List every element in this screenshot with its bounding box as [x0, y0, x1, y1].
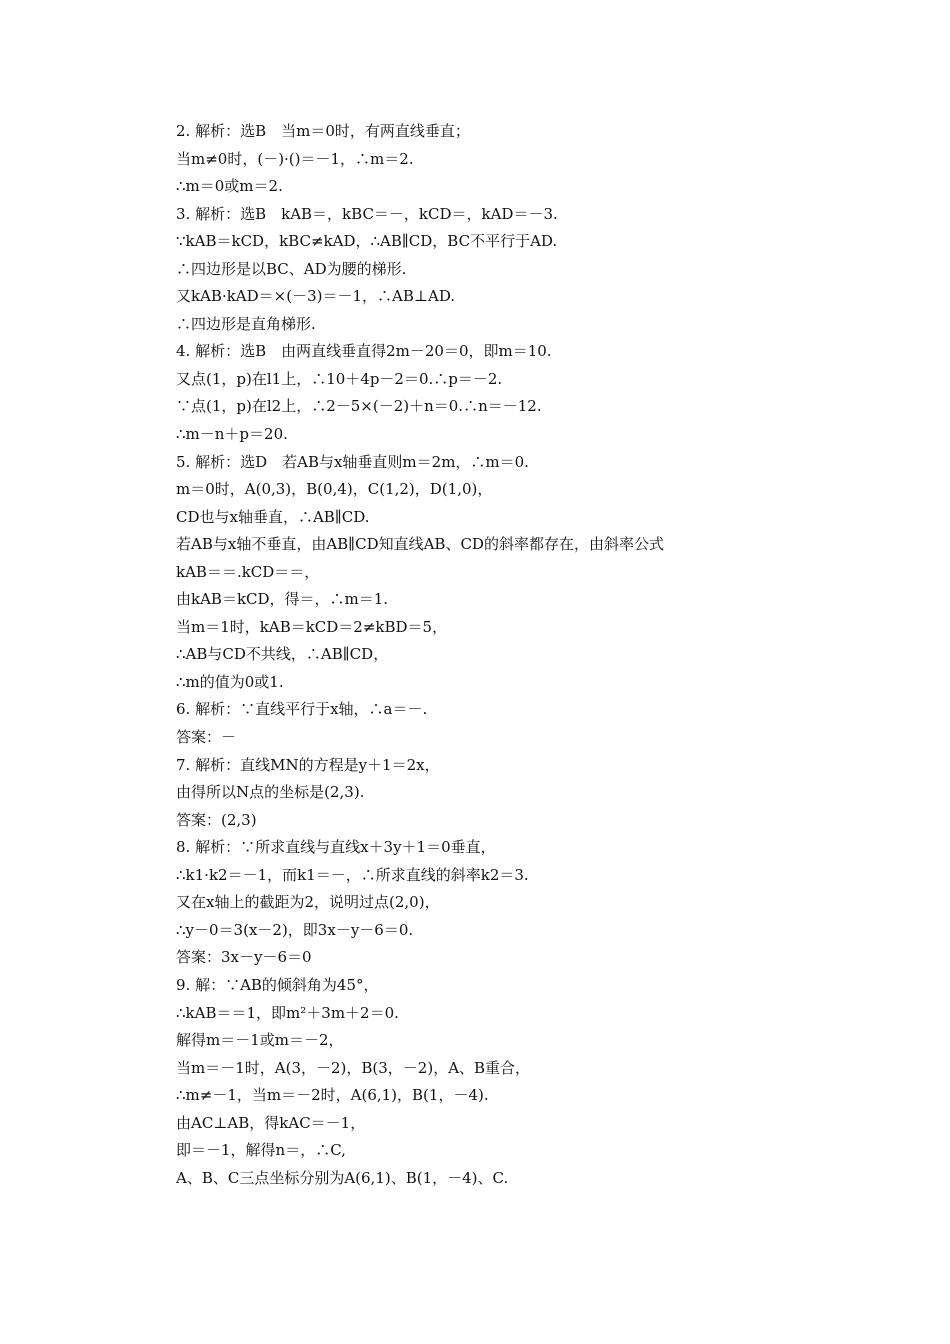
text-line: ∴y－0＝3(x－2)，即3x－y－6＝0.: [176, 920, 414, 939]
text-line: 又在x轴上的截距为2，说明过点(2,0)，: [176, 893, 440, 912]
text-line: 8. 解析：∵所求直线与直线x＋3y＋1＝0垂直，: [176, 838, 496, 857]
text-line: ∴kAB＝＝1，即m²＋3m＋2＝0.: [176, 1003, 399, 1022]
text-line: CD也与x轴垂直，∴AB∥CD.: [176, 507, 370, 526]
text-line: A、B、C三点坐标分别为A(6,1)、B(1，－4)、C.: [176, 1168, 509, 1187]
text-line: kAB＝＝.kCD＝＝，: [176, 562, 320, 581]
text-line: ∴m的值为0或1.: [176, 672, 284, 691]
text-line: 4. 解析：选B 由两直线垂直得2m－20＝0，即m＝10.: [176, 342, 552, 361]
text-line: 7. 解析：直线MN的方程是y＋1＝2x，: [176, 755, 440, 774]
text-line: 由得所以N点的坐标是(2,3).: [176, 783, 365, 802]
text-line: 6. 解析：∵直线平行于x轴，∴a＝－.: [176, 700, 428, 719]
text-line: ∵点(1，p)在l2上，∴2－5×(－2)＋n＝0.∴n＝－12.: [176, 397, 542, 416]
solution-text: [176, 118, 876, 1192]
text-line: 又点(1，p)在l1上，∴10＋4p－2＝0.∴p＝－2.: [176, 369, 503, 388]
text-line: ∴k1·k2＝－1，而k1＝－，∴所求直线的斜率k2＝3.: [176, 865, 529, 884]
text-line: 当m＝1时，kAB＝kCD＝2≠kBD＝5，: [176, 617, 448, 636]
text-line: 答案：3x－y－6＝0: [176, 948, 312, 967]
text-line: 若AB与x轴不垂直，由AB∥CD知直线AB、CD的斜率都存在，由斜率公式: [176, 535, 664, 554]
text-line: 答案：－: [176, 728, 237, 747]
text-line: 2. 解析：选B 当m＝0时，有两直线垂直；: [176, 122, 470, 140]
text-line: ∴m＝0或m＝2.: [176, 177, 283, 196]
text-line: 当m＝－1时，A(3，－2)，B(3，－2)，A、B重合，: [176, 1058, 531, 1077]
text-line: 9. 解：∵AB的倾斜角为45°，: [176, 975, 379, 994]
text-line: 由AC⊥AB，得kAC＝－1，: [176, 1113, 366, 1132]
text-line: 当m≠0时，(－)·()＝－1，∴m＝2.: [176, 149, 414, 168]
text-line: 解得m＝－1或m＝－2，: [176, 1031, 344, 1050]
text-line: 5. 解析：选D 若AB与x轴垂直则m＝2m，∴m＝0.: [176, 452, 529, 471]
text-line: ∴四边形是直角梯形.: [176, 314, 316, 333]
text-line: 3. 解析：选B kAB＝，kBC＝－，kCD＝，kAD＝－3.: [176, 204, 558, 223]
text-line: ∵kAB＝kCD，kBC≠kAD，∴AB∥CD，BC不平行于AD.: [176, 232, 558, 251]
text-line: ∴m≠－1，当m＝－2时，A(6,1)，B(1，－4).: [176, 1086, 489, 1105]
text-line: 又kAB·kAD＝×(－3)＝－1，∴AB⊥AD.: [176, 287, 456, 306]
text-line: 即＝－1，解得n＝，∴C,: [176, 1141, 346, 1160]
text-line: ∴m－n＋p＝20.: [176, 425, 288, 444]
text-line: 由kAB＝kCD，得＝，∴m＝1.: [176, 590, 389, 609]
text-line: m＝0时，A(0,3)，B(0,4)，C(1,2)，D(1,0)，: [176, 480, 493, 499]
text-line: ∴四边形是以BC、AD为腰的梯形.: [176, 259, 407, 278]
text-line: ∴AB与CD不共线，∴AB∥CD，: [176, 645, 389, 664]
text-line: 答案：(2,3): [176, 810, 257, 829]
